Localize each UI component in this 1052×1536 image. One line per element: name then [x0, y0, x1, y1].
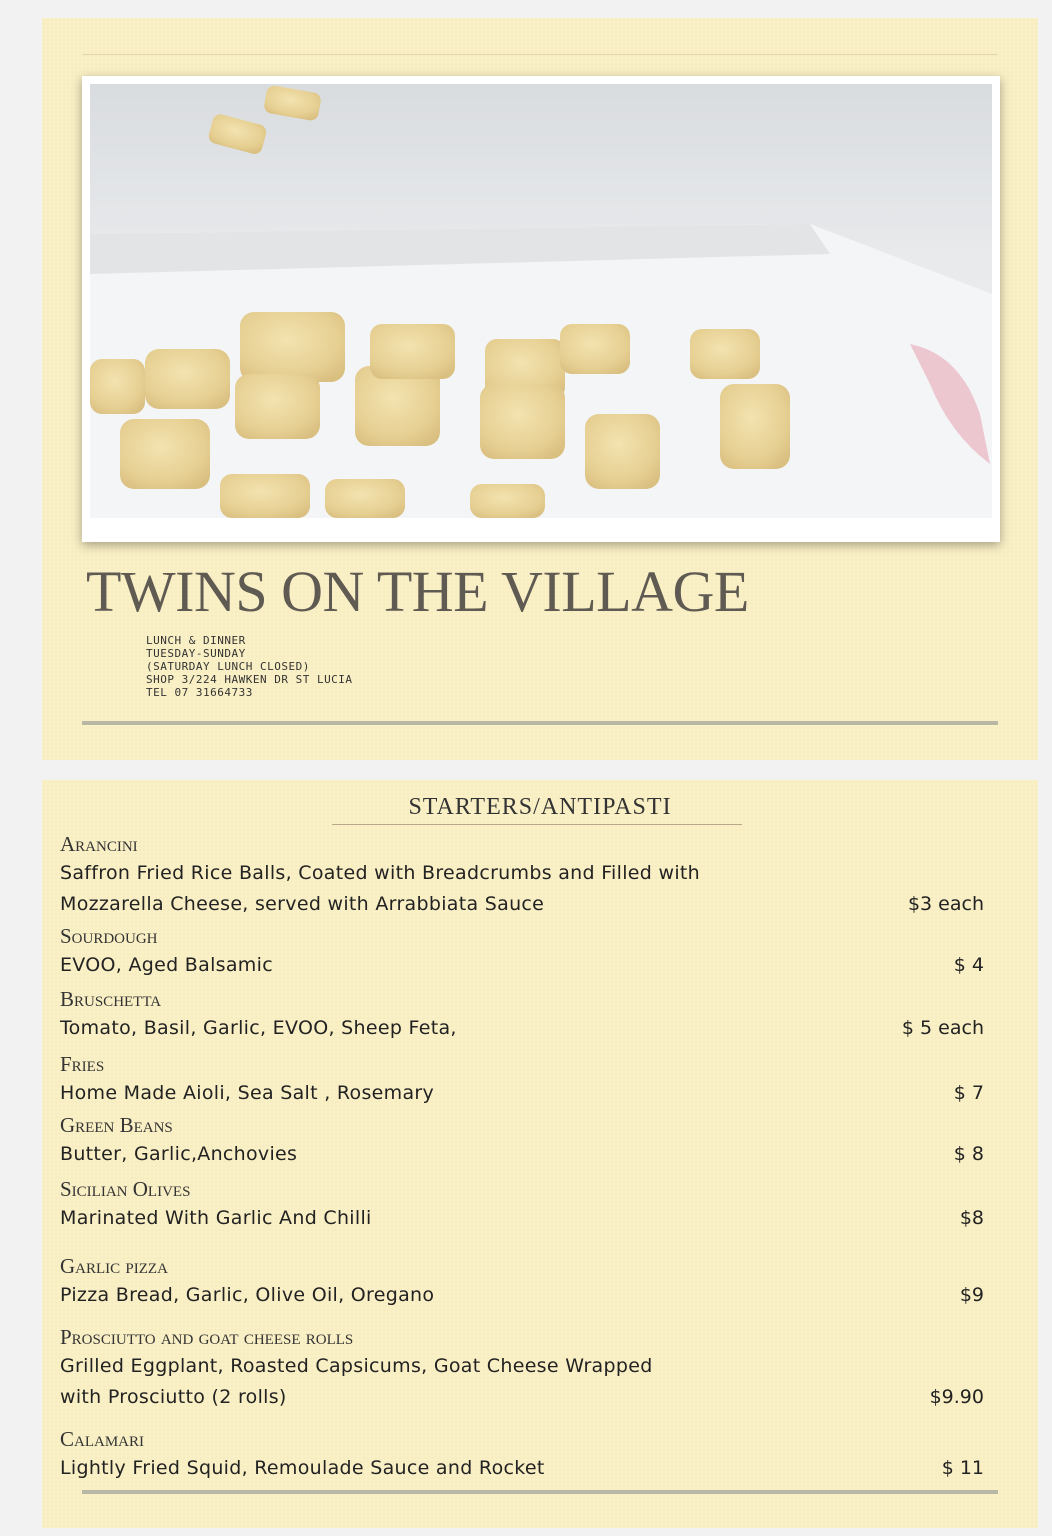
- item-price: $ 5 each: [901, 1017, 984, 1039]
- item-desc: Butter, Garlic,Anchovies: [60, 1143, 298, 1165]
- menu-item-prosciutto-rolls: [60, 1323, 998, 1413]
- item-desc: EVOO, Aged Balsamic: [60, 954, 273, 976]
- menu-item-fries: [60, 1050, 998, 1109]
- info-days: TUESDAY-SUNDAY: [146, 647, 246, 660]
- item-name: Garlic pizza: [60, 1254, 168, 1278]
- item-desc: with Prosciutto (2 rolls): [60, 1386, 287, 1408]
- item-desc: Tomato, Basil, Garlic, EVOO, Sheep Feta,: [60, 1017, 457, 1039]
- gnocchi-photo-image: [90, 84, 992, 518]
- item-desc: Mozzarella Cheese, served with Arrabbiata Sauce: [60, 893, 545, 915]
- item-price: $ 4: [953, 954, 984, 976]
- item-desc: Home Made Aioli, Sea Salt , Rosemary: [60, 1082, 435, 1104]
- item-desc: Lightly Fried Squid, Remoulade Sauce and Rocket: [60, 1457, 545, 1479]
- item-price: $3 each: [907, 893, 984, 915]
- item-desc: Pizza Bread, Garlic, Olive Oil, Oregano: [60, 1284, 435, 1306]
- menu-cover-page: [42, 18, 1038, 760]
- menu-item-arancini: [60, 830, 998, 920]
- info-phone: TEL 07 31664733: [146, 686, 253, 699]
- item-name: Calamari: [60, 1427, 145, 1451]
- section-title-underline: [332, 824, 742, 825]
- restaurant-name: TWINS ON THE VILLAGE: [86, 559, 749, 624]
- item-price: $8: [959, 1207, 984, 1229]
- menu-item-sourdough: [60, 922, 998, 981]
- starters-bottom-divider: [82, 1490, 998, 1494]
- section-title: STARTERS/ANTIPASTI: [408, 794, 672, 820]
- item-price: $9: [959, 1284, 984, 1306]
- info-hours: LUNCH & DINNER: [146, 634, 246, 647]
- menu-item-green-beans: [60, 1111, 998, 1170]
- item-desc: Grilled Eggplant, Roasted Capsicums, Goat Cheese Wrapped: [60, 1355, 653, 1377]
- item-name: Sourdough: [60, 924, 158, 948]
- gnocchi-photo: [82, 76, 1000, 542]
- info-address: SHOP 3/224 HAWKEN DR ST LUCIA: [146, 673, 353, 686]
- item-price: $ 11: [941, 1457, 984, 1479]
- top-divider: [82, 54, 998, 55]
- item-desc: Marinated With Garlic And Chilli: [60, 1207, 372, 1229]
- info-closed: (SATURDAY LUNCH CLOSED): [146, 660, 310, 673]
- item-price: $9.90: [929, 1386, 984, 1408]
- menu-item-garlic-pizza: [60, 1252, 998, 1311]
- item-name: Fries: [60, 1052, 105, 1076]
- restaurant-info: [146, 634, 353, 699]
- menu-item-bruschetta: [60, 985, 998, 1044]
- menu-item-calamari: [60, 1425, 998, 1484]
- item-name: Prosciutto and goat cheese rolls: [60, 1325, 354, 1349]
- item-price: $ 7: [953, 1082, 984, 1104]
- menu-starters-page: [42, 780, 1038, 1528]
- item-name: Sicilian Olives: [60, 1177, 191, 1201]
- item-name: Green Beans: [60, 1113, 173, 1137]
- cover-bottom-divider: [82, 721, 998, 725]
- item-name: Bruschetta: [60, 987, 162, 1011]
- item-desc: Saffron Fried Rice Balls, Coated with Breadcrumbs and Filled with: [60, 862, 700, 884]
- menu-item-sicilian-olives: [60, 1175, 998, 1234]
- item-name: Arancini: [60, 832, 138, 856]
- item-price: $ 8: [953, 1143, 984, 1165]
